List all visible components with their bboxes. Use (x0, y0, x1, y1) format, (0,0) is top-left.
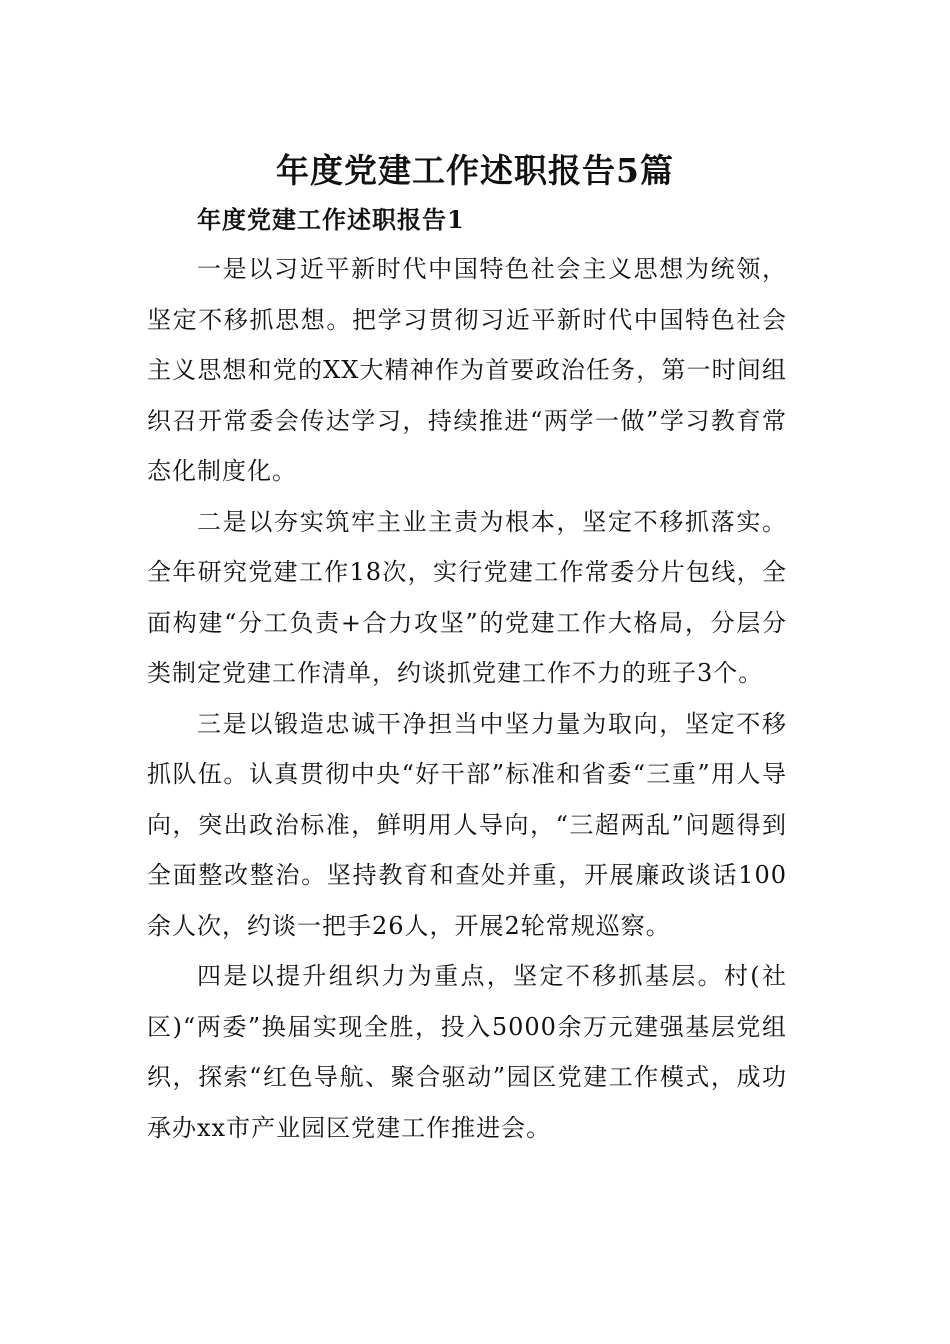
document-body (147, 244, 787, 1153)
paragraph-1: 一是以习近平新时代中国特色社会主义思想为统领，坚定不移抓思想。把学习贯彻习近平新时代中国特色社会主义思想和党的XX大精神作为首要政治任务，第一时间组织召开常委会传达学习，持续推进“两学一做”学习教育常态化制度化。 (147, 255, 787, 485)
paragraph-2: 二是以夯实筑牢主业主责为根本，坚定不移抓落实。全年研究党建工作18次，实行党建工作常委分片包线，全面构建“分工负责+合力攻坚”的党建工作大格局，分层分类制定党建工作清单，约谈抓党建工作不力的班子3个。 (147, 507, 787, 687)
paragraph-4: 四是以提升组织力为重点，坚定不移抓基层。村(社区)“两委”换届实现全胜，投入5000余万元建强基层党组织，探索“红色导航、聚合驱动”园区党建工作模式，成功承办xx市产业园区党建工作推进会。 (147, 962, 787, 1142)
document-title: 年度党建工作述职报告5篇 (276, 151, 674, 190)
paragraph-3: 三是以锻造忠诚干净担当中坚力量为取向，坚定不移抓队伍。认真贯彻中央“好干部”标准和省委“三重”用人导向，突出政治标准，鲜明用人导向，“三超两乱”问题得到全面整改整治。坚持教育和查处并重，开展廉政谈话100余人次，约谈一把手26人，开展2轮常规巡察。 (147, 709, 787, 940)
section-heading: 年度党建工作述职报告1 (197, 205, 465, 234)
